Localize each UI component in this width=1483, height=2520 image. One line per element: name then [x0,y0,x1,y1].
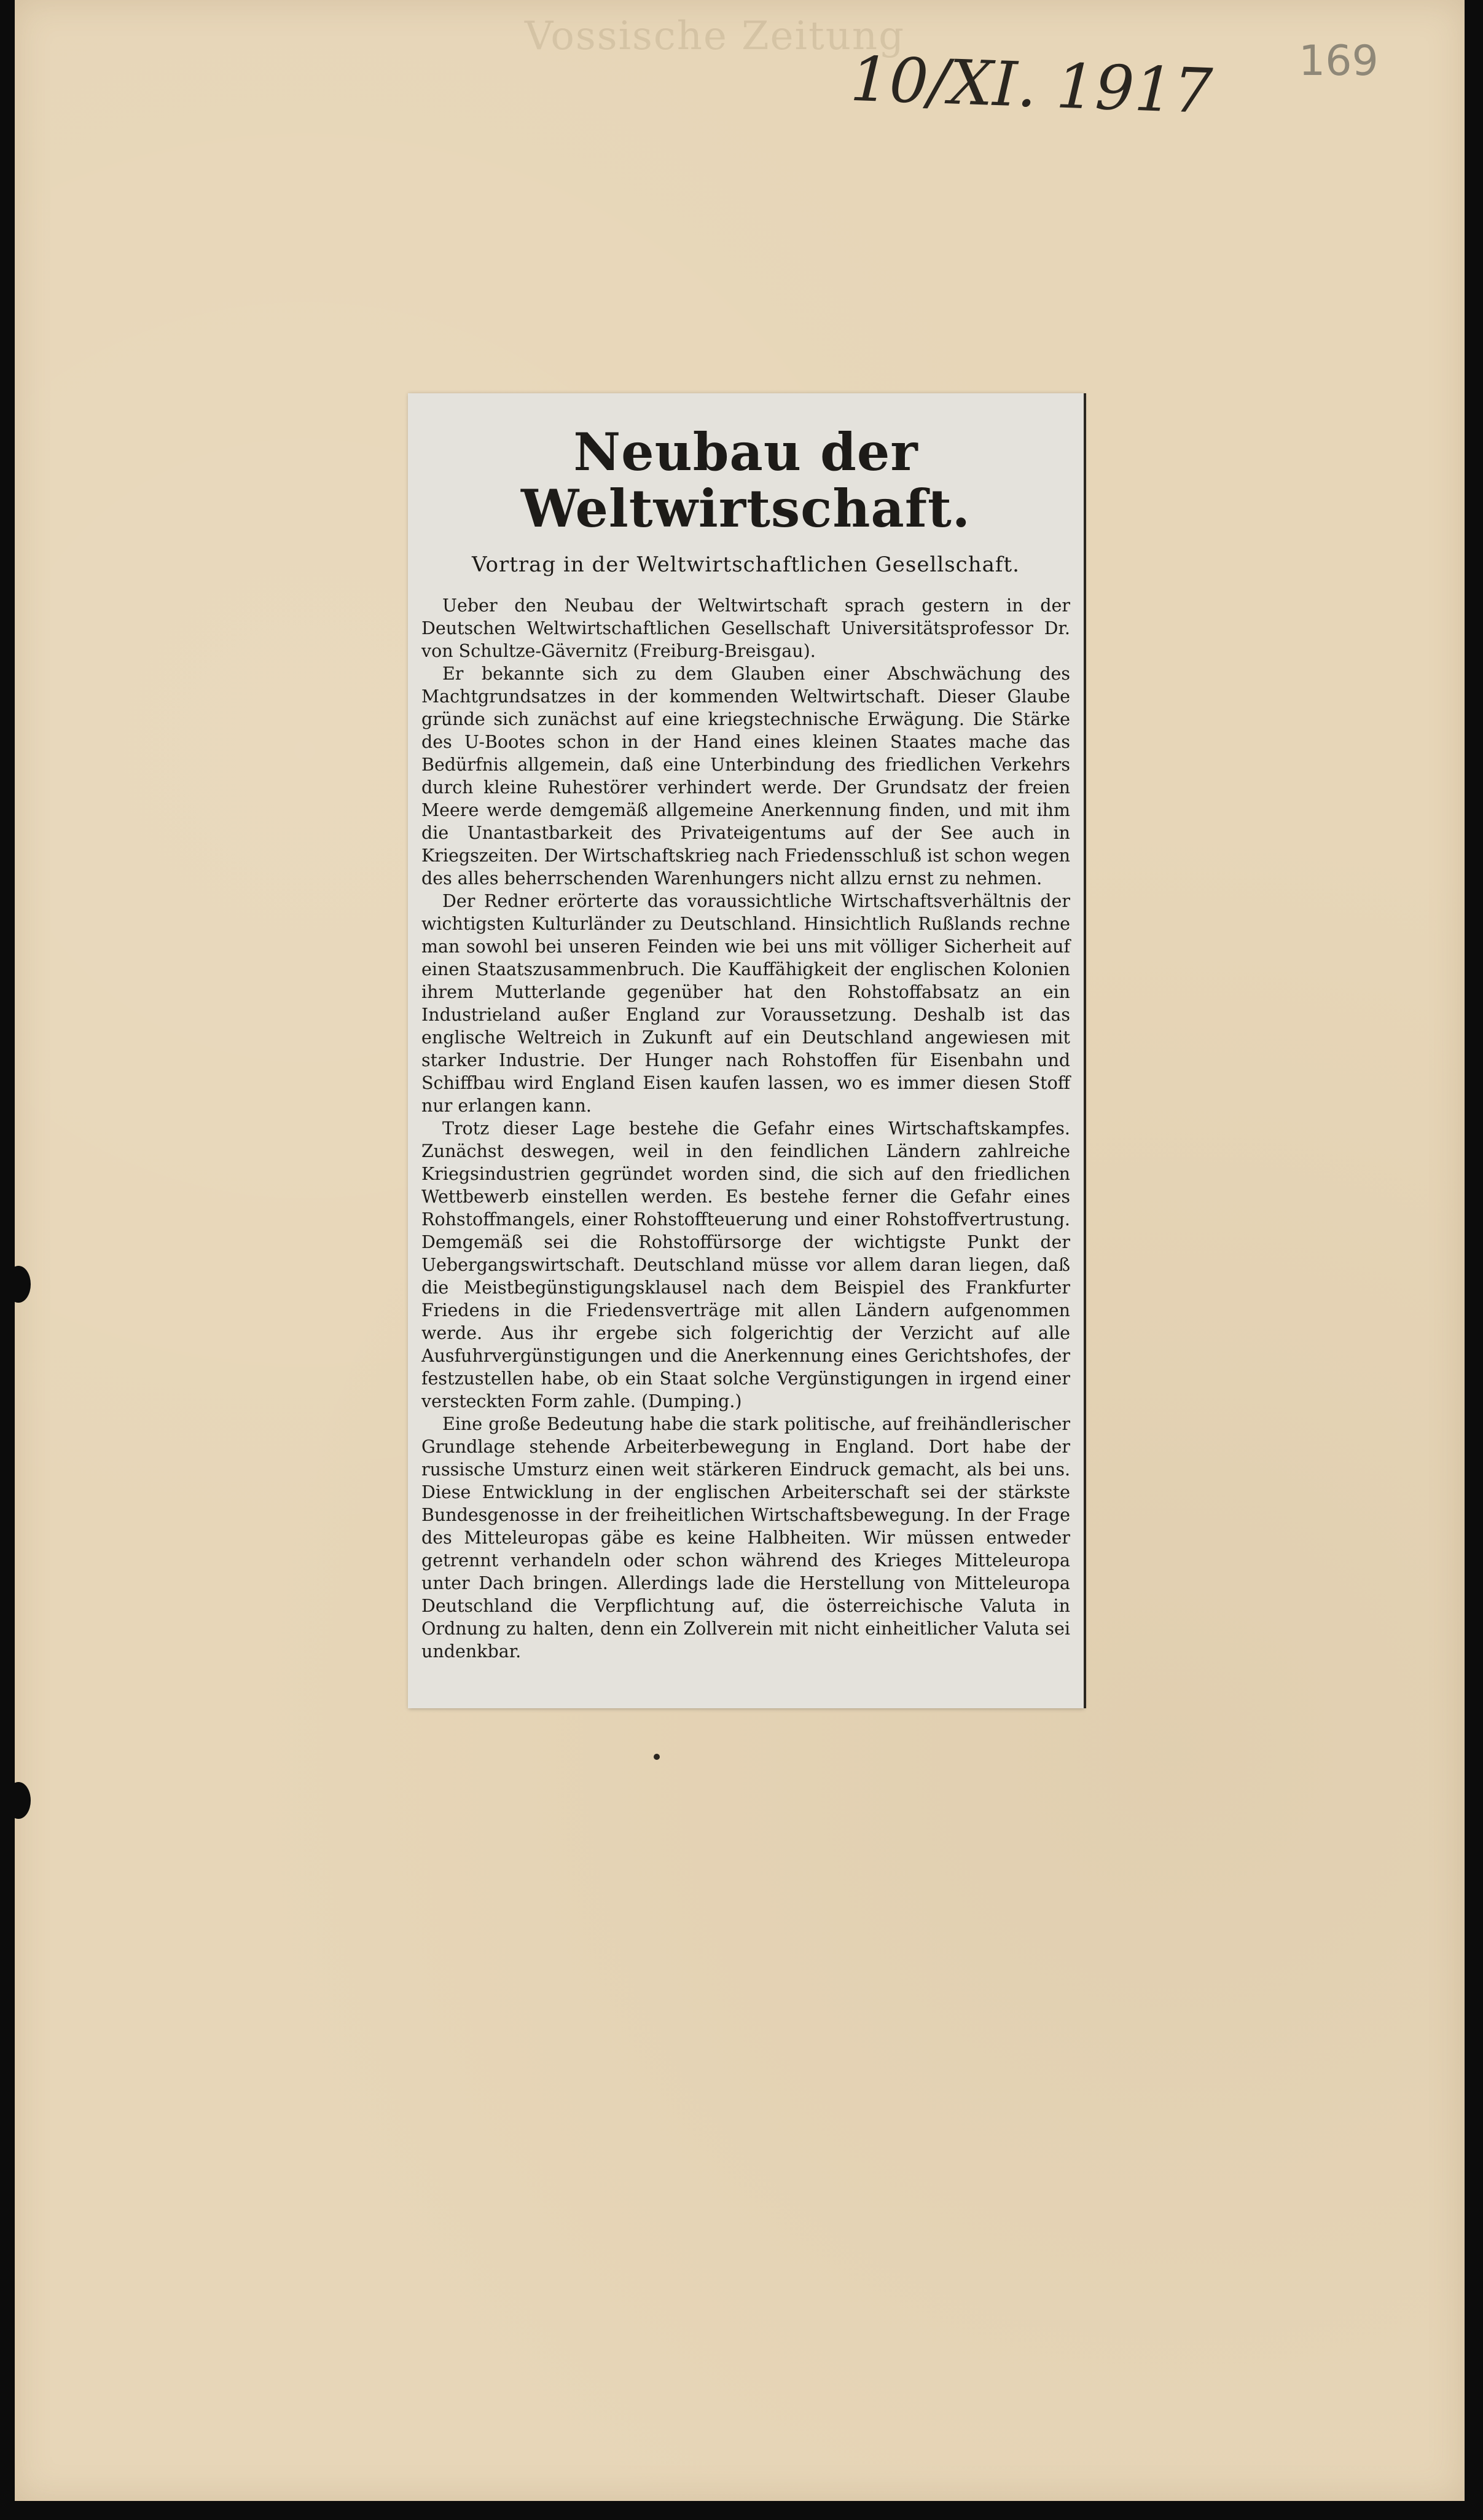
article-subtitle: Vortrag in der Weltwirtschaftlichen Gesellschaft. [472,552,1020,577]
handwritten-date: 10/XI. 1917 [849,42,1214,128]
page-number: 169 [1299,37,1379,85]
article-paragraph: Er bekannte sich zu dem Glauben einer Abschwächung des Machtgrundsatzes in der kommenden Weltwirtschaft. Dieser Glaube gründe sich zunächst auf eine kriegstechnische Erwägung. Die Stärke des U-Bootes schon in der Hand eines kleinen Staates mache das Bedürfnis allgemein, daß eine Unterbindung des friedlichen Verkehrs durch kleine Ruhestörer verhindert werde. Der Grundsatz der freien Meere werde demgemäß allgemeine Anerkennung finden, und mit ihm die Unantastbarkeit des Privateigentums auf der See auch in Kriegszeiten. Der Wirtschaftskrieg nach Friedensschluß ist schon wegen des alles beherrschenden Warenhungers nicht allzu ernst zu nehmen. [421,663,1070,889]
article-title: Neubau der Weltwirtschaft. [520,422,971,540]
newspaper-clipping [408,393,1084,1708]
article-paragraph: Der Redner erörterte das voraussichtliche Wirtschaftsverhältnis der wichtigsten Kulturländer zu Deutschland. Hinsichtlich Rußlands rechne man sowohl bei unseren Feinden wie bei uns mit völliger Sicherheit auf einen Staatszusammenbruch. Die Kauffähigkeit der englischen Kolonien ihrem Mutterlande gegenüber hat den Rohstoffabsatz an ein Industrieland außer England zur Voraussetzung. Deshalb ist das englische Weltreich in Zukunft auf ein Deutschland angewiesen mit starker Industrie. Der Hunger nach Rohstoffen für Eisenbahn und Schiffbau wird England Eisen kaufen lassen, wo es immer diesen Stoff nur erlangen kann. [421,890,1070,1116]
archive-sheet [15,0,1465,2501]
ink-spot [654,1754,660,1760]
newspaper-stamp: Vossische Zeitung [525,14,906,59]
article-paragraph: Trotz dieser Lage bestehe die Gefahr eines Wirtschaftskampfes. Zunächst deswegen, weil in den feindlichen Ländern zahlreiche Kriegsindustrien gegründet worden sind, die sich auf den friedlichen Wettbewerb einstellen werden. Es bestehe ferner die Gefahr eines Rohstoffmangels, einer Rohstoffteuerung und einer Rohstoffvertrustung. Demgemäß sei die Rohstoffürsorge der wichtigste Punkt der Uebergangswirtschaft. Deutschland müsse vor allem daran liegen, daß die Meistbegünstigungsklausel nach dem Beispiel des Frankfurter Friedens in die Friedensverträge mit allen Ländern aufgenommen werde. Aus ihr ergebe sich folgerichtig der Verzicht auf alle Ausfuhrvergünstigungen und die Anerkennung eines Gerichtshofes, der festzustellen habe, ob ein Staat solche Vergünstigungen in irgend einer versteckten Form zahle. (Dumping.) [421,1118,1070,1411]
article-body [421,594,1070,1663]
article-paragraph: Eine große Bedeutung habe die stark politische, auf freihändlerischer Grundlage stehende Arbeiterbewegung in England. Dort habe der russische Umsturz einen weit stärkeren Eindruck gemacht, als bei uns. Diese Entwicklung in der englischen Arbeiterschaft sei der stärkste Bundesgenosse in der freiheitlichen Wirtschaftsbewegung. In der Frage des Mitteleuropas gäbe es keine Halbheiten. Wir müssen entweder getrennt verhandeln oder schon während des Krieges Mitteleuropa unter Dach bringen. Allerdings lade die Herstellung von Mitteleuropa Deutschland die Verpflichtung auf, die österreichische Valuta in Ordnung zu halten, denn ein Zollverein mit nicht einheitlicher Valuta sei undenkbar. [421,1413,1070,1662]
article-paragraph: Ueber den Neubau der Weltwirtschaft sprach gestern in der Deutschen Weltwirtschaftlichen Gesellschaft Universitätsprofessor Dr. von Schultze-Gävernitz (Freiburg-Breisgau). [421,595,1070,661]
binding-hole [6,1782,31,1819]
binding-hole [6,1266,31,1303]
